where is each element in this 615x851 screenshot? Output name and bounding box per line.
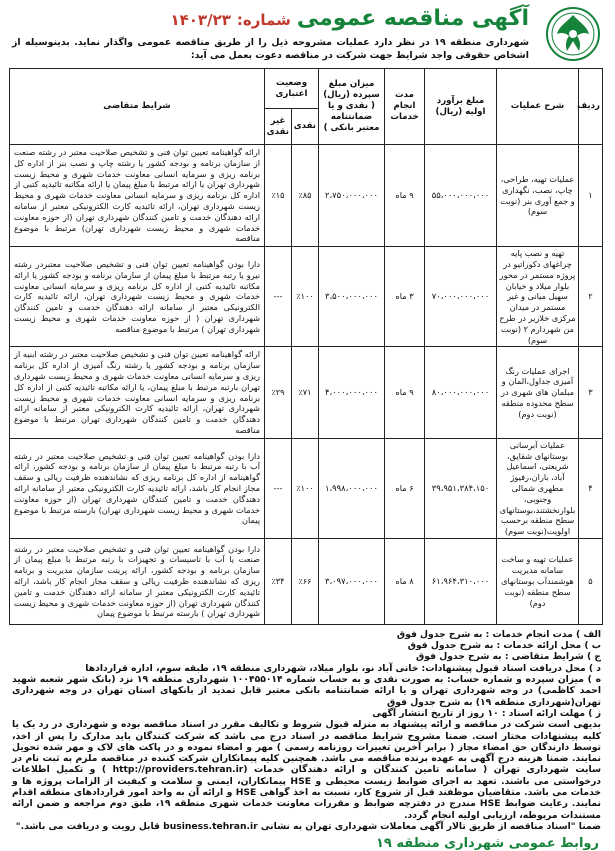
tender-table [9,68,603,625]
duration-cell: ۹ ماه [385,347,425,438]
table-row [9,247,602,347]
notes-section [10,629,603,832]
row-number: ۱ [579,145,603,247]
cash-cell: ٪۱۰۰ [292,247,319,347]
duration-cell: ۳ ماه [385,247,425,347]
cash-cell: ٪۱۰۰ [292,438,319,538]
cash-cell: ٪۸۵ [292,145,319,247]
deposit-cell: ۳،۵۰۰،۰۰۰،۰۰۰ [319,247,385,347]
requirements-cell: دارا بودن گواهینامه تعیین توان فنی و تشخیص صلاحیت معتبر در رشته صنعت یا آب با تاسیسات و تجهیزات با رتبه مرتبط با مبلغ پیمان از سازمان برنامه و بودجه کشور، ارائه پرینت سازمان مدیریت و برنامه ریزی که نشاندهنده ظرفیت ریالی و سقف مجاز انجام کار باشد، ارائه تائیدیه کارت الکترونیکی معتبر از سامانه ارائه دهندگان خدمت و تامین کنندگان شهرداری تهران (از حوزه معاونت خدمات شهری و محیط زیست شهرداری تهران ) بارسته مرتبط با موضوع پیمان [9,538,264,624]
requirements-cell: دارا بودن گواهینامه تعیین توان فنی و تشخیص صلاحیت معتبر در رشته آب با رتبه مرتبط با مبلغ پیمان از سازمان برنامه و بودجه کشور، ارائه گواهینامه از اداره کل برنامه ریزی که نشاندهنده ظرفیت ریالی و سقف مجاز انجام کار باشد، ارائه تائیدیه کارت الکترونیکی معتبر از سامانه ارائه دهندگان خدمت و تامین کنندگان شهرداری تهران (از حوزه معاونت خدمات شهری و محیط زیست شهرداری تهران) بارسته مرتبط با موضوع پیمان [9,438,264,538]
estimate-cell: ۷۰،۰۰۰،۰۰۰،۰۰۰ [425,247,497,347]
deposit-cell: ۴،۰۰۰،۰۰۰،۰۰۰ [319,347,385,438]
operation-cell: عملیات تهیه، طراحی، چاپ، نصب، نگهداری و جمع آوری بنر (نوبت سوم) [497,145,579,247]
requirements-cell: دارا بودن گواهینامه تعیین توان فنی و تشخیص صلاحیت معتبردر رشته نیرو یا رتبه مرتبط با مبلغ پیمان از سازمان برنامه و بودجه کشور یا ارائه مکاتبه تائیدیه کتبی از اداره کل برنامه ریزی و سرمایه انسانی معاونت خدمات شهری و محیط زیست شهرداری تهران، ارائه تائیدیه کارت الکترونیکی معتبر از سامانه ارائه دهندگان خدمت و تامین کنندگان شهرداری تهران ( از حوزه معاونت خدمات شهری و محیط زیست شهرداری تهران ) مرتبط با موضوع مناقصه [9,247,264,347]
page-title: آگهی مناقصه عمومی [296,6,529,31]
noncash-cell: ٪۳۴ [264,538,291,624]
header-cash: نقدی [292,109,319,145]
operation-cell: اجرای عملیات رنگ آمیزی جداول،المان و مبلمان های شهری در سطح محدوده منطقه (نوبت دوم) [497,347,579,438]
header-deposit: میزان مبلغ سپرده (ریال) ( نقدی و یا ضمانتنامه معتبر بانکی ) [319,69,385,145]
header [10,4,603,66]
header-noncash: غیر نقدی [264,109,291,145]
table-row [9,145,602,247]
table-row [9,347,602,438]
requirements-cell: ارائه گواهینامه تعیین توان فنی و تشخیص صلاحیت معتبر در رشته صنعت از سازمان برنامه و بودجه کشور یا رشته چاپ و نصب بنر از اداره کل برنامه ریزی و سرمایه انسانی معاونت خدمات شهری و محیط زیست شهرداری تهران یا ارائه مرتبط با مبلغ پیمان یا ارائه مکاتبه تائیدیه کتبی از اداره کل برنامه ریزی و سرمایه انسانی معاونت خدمات شهری و محیط زیست شهرداری تهران، ارائه تائیدیه کارت الکترونیکی معتبر از سامانه ارائه دهندگان خدمت و تامین کنندگان شهرداری تهران (از حوزه معاونت خدمات شهری و محیط زیست شهرداری تهران) مرتبط با موضوع مناقصه [9,145,264,247]
tehran-municipality-logo [545,6,601,62]
table-row [9,538,602,624]
note-document-address: د ) محل دریافت اسناد قبول پیشنهادات: خانی آباد نو، بلوار میلاد، شهرداری منطقه ۱۹، طبقه سوم، اداره قراردادها [85,662,601,674]
estimate-cell: ۳۹،۹۵۱،۳۸۴،۱۵۰ [425,438,497,538]
estimate-cell: ۵۵،۰۰۰،۰۰۰،۰۰۰ [425,145,497,247]
note-terms: بدیهی است شرکت در مناقصه و ارائه پیشنهاد به منزله قبول شروط و تکالیف مقرر در اسناد مناقصه بوده و شهرداری در رد یک یا کلیه پیشنهادات مختار است. ضمنا مشروح شرایط مناقصه در اسناد درج می باشد که شرکت کنندگان باید مدارک را پس از اخذ، توسط دارندگان حق امضاء مجاز ( برابر آخرین تغییرات روزنامه رسمی ) مهر و امضاء نموده و در پاکت های لاک و مهر شده تحویل نمایند. ضمنا هزینه درج آگهی به عهده برنده مناقصه می باشد. همچنین کلیه پیمانکاران شرکت کننده در مناقصه ملزم به ثبت نام در سایت شهرداری تهران ( سامانه تامین کنندگان و ارائه دهندگان خدمات (http://providers.tehran.ir ) و تکمیل اطلاعات درخواستی می باشند. تعهد به اجرای ضوابط زیست محیطی و HSE پیمانکاران، ایمنی و سلامت و کیفیت از الزامات پروژه ها و خدمات می باشد. متقاضیان موظفند قبل از شروع کار، نسبت به اخذ گواهی HSE و ارائه آن به واحد امور قراردادهای منطقه اقدام نمایند. رعایت ضوابط HSE مندرج در دفترچه ضوابط و مقررات معاونت خدمات شهری منطقه ۱۹، طبق دوم مراجعه و ضمن ارائه مستندات مربوطه، ارزیابی اولیه انجام گردد. [12,719,601,821]
intro-text: شهرداری منطقه ۱۹ در نظر دارد عملیات مشروحه ذیل را از طریق مناقصه عمومی واگذار نماید. بدینوسیله از اشخاص حقوقی واجد شرایط جهت شرکت در مناقصه دعوت بعمل می آید: [12,37,529,61]
deposit-cell: ۲،۷۵۰،۰۰۰،۰۰۰ [319,145,385,247]
header-estimate: مبلغ برآورد اولیه (ریال) [425,69,497,145]
deposit-cell: ۱،۹۹۸،۰۰۰،۰۰۰ [319,438,385,538]
noncash-cell: ٪۲۹ [264,347,291,438]
table-header-row [9,69,602,109]
cash-cell: ٪۷۱ [292,347,319,438]
row-number: ۳ [579,347,603,438]
operation-cell: عملیات آبرسانی بوستانهای شقایق، شریعتی، اسماعیل آباد، باران،رفیوژ مطهری شمالی وجنوبی، بلوارنخشتند،بوستانهای سطح منطقه برحسب اولویت(نوبت سوم) [497,438,579,538]
note-deposit-account: ه ) میزان سپرده و شماره حساب: به صورت نقدی و به حساب شماره ۱۰۰۴۵۵۰۱۴ شهرداری منطقه ۱۹ نزد (بانک شهر شعبه شهید احمد کاظمی) در وجه شهرداری تهران و یا ارائه ضمانتنامه بانکی معتبر قابل تمدید از بانکهای استان تهران در وجه شهرداری تهران(شهرداری منطقه ۱۹) به شرح جدول فوق [12,674,601,708]
noncash-cell: --- [264,247,291,347]
estimate-cell: ۸۰،۰۰۰،۰۰۰،۰۰۰ [425,347,497,438]
operation-cell: عملیات تهیه و ساخت سامانه مدیریت هوشمندآب بوستانهای سطح منطقه (نوبت دوم) [497,538,579,624]
duration-cell: ۶ ماه [385,438,425,538]
number-label: شماره: [236,11,291,29]
signature: روابط عمومی شهرداری منطقه ۱۹ [376,836,599,851]
header-duration: مدت انجام خدمات [385,69,425,145]
estimate-cell: ۶۱،۹۶۴،۳۱۰،۰۰۰ [425,538,497,624]
duration-cell: ۸ ماه [385,538,425,624]
note-duration: الف ) مدت انجام خدمات : به شرح جدول فوق [396,628,601,640]
note-website: ضمنا "اسناد مناقصه از طریق تالار آگهی معاملات شهرداری تهران به نشانی business.tehran.ir قابل رویت و دریافت می باشد." [15,820,601,832]
note-location: ب ) محل ارائه خدمات : به شرح جدول فوق [407,640,601,652]
duration-cell: ۹ ماه [385,145,425,247]
deposit-cell: ۳،۰۹۷،۰۰۰،۰۰۰ [319,538,385,624]
header-row-number: ردیف [579,69,603,145]
row-number: ۲ [579,247,603,347]
row-number: ۵ [579,538,603,624]
requirements-cell: ارائه گواهینامه تعیین توان فنی و تشخیص صلاحیت معتبر در رشته ابنیه از سازمان برنامه و بودجه کشور یا رشته رنگ آمیزی از اداره کل برنامه ریزی و سرمایه انسانی معاونت خدمات شهری و محیط زیست شهرداری تهران بارتبه مرتبط با مبلغ پیمان، یا ارائه مکاتبه تائیدیه کتبی از اداره کل برنامه ریزی و سرمایه انسانی معاونت خدمات شهری و محیط زیست شهرداری تهران، ارائه تائیدیه کارت الکترونیکی معتبر از سامانه ارائه دهندگان خدمت و تامین کنندگان شهرداری تهران مرتبط با موضوع مناقصه [9,347,264,438]
note-requirements: ج ) شرایط متقاضی : به شرح جدول فوق [416,651,601,663]
noncash-cell: ٪۱۵ [264,145,291,247]
table-row [9,438,602,538]
header-credit: وضعیت اعتباری [264,69,318,109]
cash-cell: ٪۶۶ [292,538,319,624]
operation-cell: تهیه و نصب پایه چراغهای دکوراتیو در پروژه مستمر در محور بلوار میلاد و خیابان سهیل میانی و غیر مستمر در میدان مرکزی خلازیر در طرح من شهردارم ۲ (نوبت سوم) [497,247,579,347]
header-operation: شرح عملیات [497,69,579,145]
header-requirements: شرایط متقاضی [9,69,264,145]
row-number: ۴ [579,438,603,538]
title-line [170,6,529,31]
number-value: ۱۴۰۳/۲۳ [170,11,231,29]
noncash-cell: --- [264,438,291,538]
note-deadline: ز ) مهلت ارائه اسناد : ۱۰ روز از تاریخ انتشار آگهی [372,707,601,719]
